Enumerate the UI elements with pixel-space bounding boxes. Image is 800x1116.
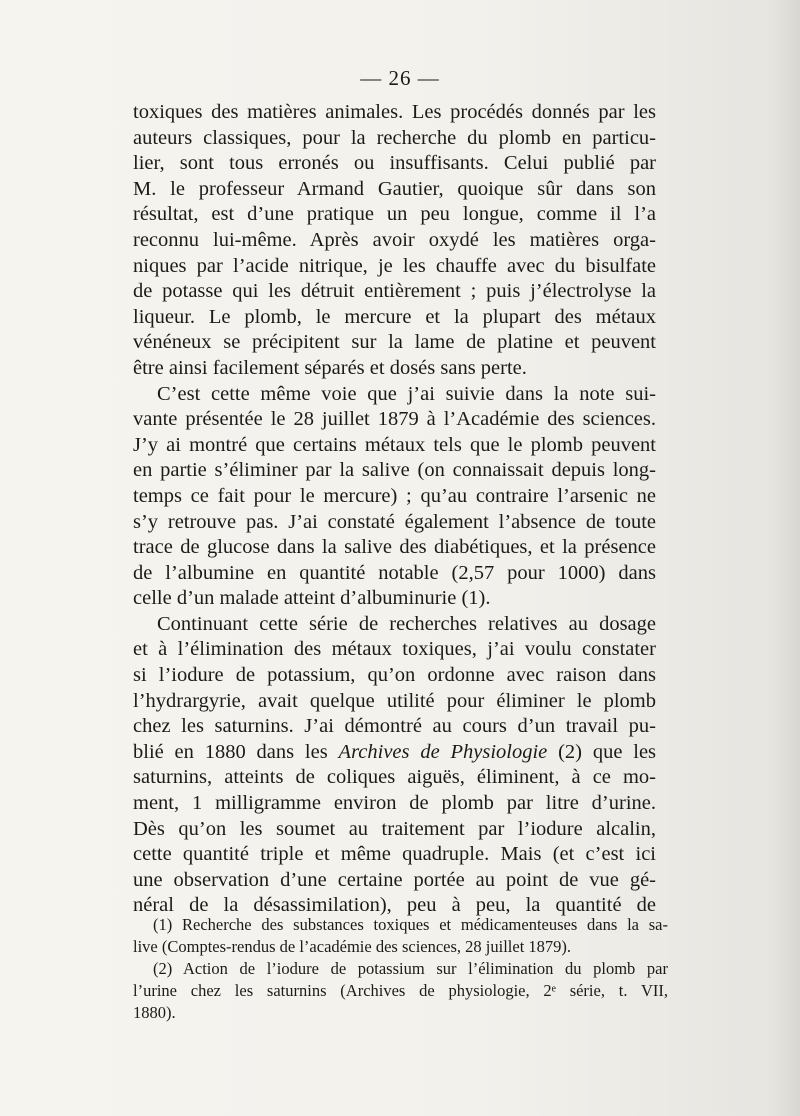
text-line: liqueur. Le plomb, le mercure et la plupart des métaux <box>133 305 656 328</box>
text-line: J’y ai montré que certains métaux tels que le plomb peuvent <box>133 433 656 456</box>
text-line: néral de la désassimilation), peu à peu, la quantité de <box>133 894 656 917</box>
text-line: celle d’un malade atteint d’albuminurie (1). <box>133 587 491 610</box>
page-edge-shadow <box>770 0 800 1116</box>
footnotes <box>133 914 668 1024</box>
text-line: s’y retrouve pas. J’ai constaté également l’absence de toute <box>133 510 656 533</box>
paragraph-start-line: C’est cette même voie que j’ai suivie dans la note sui- <box>157 382 656 405</box>
text-line: résultat, est d’une pratique un peu longue, comme il l’a <box>133 203 656 226</box>
text-line: et à l’élimination des métaux toxiques, j’ai voulu constater <box>133 638 656 661</box>
text-line: être ainsi facilement séparés et dosés sans perte. <box>133 356 527 379</box>
text-line: ment, 1 milligramme environ de plomb par litre d’urine. <box>133 792 656 815</box>
footnote-2: (2) Action de l’iodure de potassium sur l’élimination du plomb par <box>153 959 668 978</box>
journal-title-italic: Archives de Physiologie <box>338 740 548 763</box>
footnote-1-continued: live (Comptes-rendus de l’académie des sciences, 28 juillet 1879). <box>133 937 572 956</box>
text-line: vénéneux se précipitent sur la lame de platine et peuvent <box>133 331 656 354</box>
text-line: Dès qu’on les soumet au traitement par l’iodure alcalin, <box>133 817 656 840</box>
text-line: si l’iodure de potassium, qu’on ordonne avec raison dans <box>133 664 656 687</box>
text-line: de l’albumine en quantité notable (2,57 pour 1000) dans <box>133 561 656 584</box>
text-line: une observation d’une certaine portée au point de vue gé- <box>133 868 656 891</box>
text-segment: (2) que les <box>558 740 657 763</box>
text-line: auteurs classiques, pour la recherche du plomb en particu- <box>133 126 656 149</box>
body-text <box>133 100 656 919</box>
paragraph-start-line: Continuant cette série de recherches relatives au dosage <box>157 612 656 635</box>
text-line: trace de glucose dans la salive des diabétiques, et la présence <box>133 536 656 559</box>
text-line: chez les saturnins. J’ai démontré au cours d’un travail pu- <box>133 715 656 738</box>
text-line: lier, sont tous erronés ou insuffisants. Celui publié par <box>133 152 656 175</box>
text-line: l’hydrargyrie, avait quelque utilité pour éliminer le plomb <box>133 689 656 712</box>
text-line: toxiques des matières animales. Les procédés donnés par les <box>133 101 656 123</box>
text-line: M. le professeur Armand Gautier, quoique sûr dans son <box>133 177 656 200</box>
footnote-2-continued: 1880). <box>133 1003 176 1022</box>
text-line: temps ce fait pour le mercure) ; qu’au contraire l’arsenic ne <box>133 484 656 507</box>
footnote-2-continued: l’urine chez les saturnins (Archives de physiologie, 2ᵉ série, t. VII, <box>133 981 668 1000</box>
text-line: en partie s’éliminer par la salive (on connaissait depuis long- <box>133 459 656 482</box>
text-line: reconnu lui-même. Après avoir oxydé les matières orga- <box>133 228 656 251</box>
page-number: — 26 — <box>360 66 440 90</box>
text-line-with-italic <box>133 740 656 766</box>
footnote-1: (1) Recherche des substances toxiques et médicamenteuses dans la sa- <box>153 915 668 934</box>
text-line: de potasse qui les détruit entièrement ; puis j’électrolyse la <box>133 280 656 303</box>
text-line: cette quantité triple et même quadruple. Mais (et c’est ici <box>133 843 656 866</box>
text-segment: blié en 1880 dans les <box>133 740 328 763</box>
text-line: vante présentée le 28 juillet 1879 à l’Académie des sciences. <box>133 408 656 431</box>
text-line: niques par l’acide nitrique, je les chauffe avec du bisulfate <box>133 254 656 277</box>
text-line: saturnins, atteints de coliques aiguës, éliminent, à ce mo- <box>133 766 656 789</box>
